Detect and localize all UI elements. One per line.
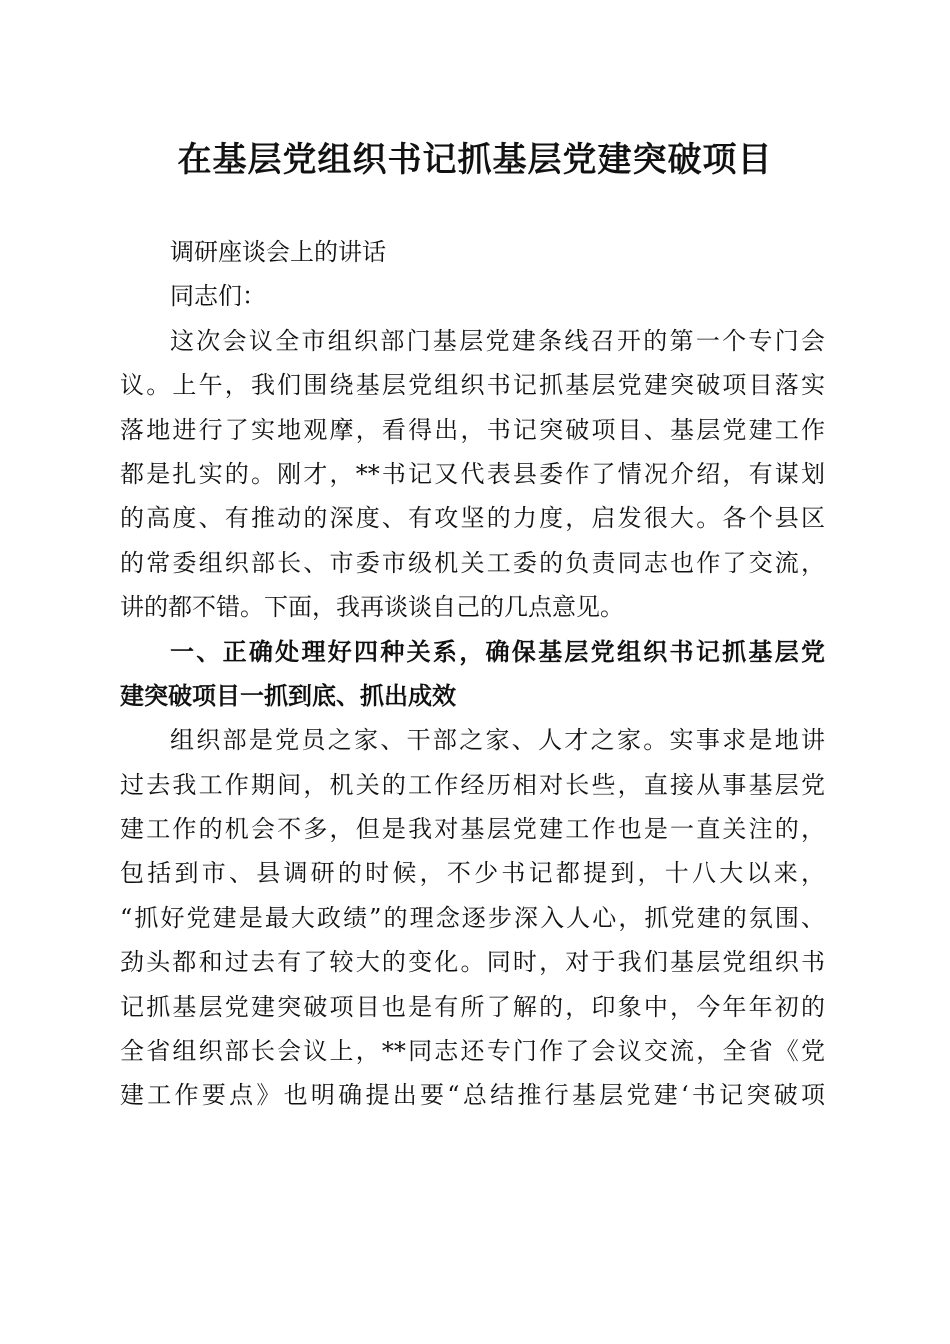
paragraph-line: 过去我工作期间，机关的工作经历相对长些，直接从事基层党 — [120, 770, 825, 799]
paragraph-line: 落地进行了实地观摩，看得出，书记突破项目、基层党建工作 — [120, 415, 825, 444]
paragraph-line: 劲头都和过去有了较大的变化。同时，对于我们基层党组织书 — [120, 948, 825, 977]
paragraph-line: 讲的都不错。下面，我再谈谈自己的几点意见。 — [120, 593, 624, 622]
document-title: 在基层党组织书记抓基层党建突破项目 — [177, 140, 773, 180]
section-heading-line: 建突破项目一抓到底、抓出成效 — [120, 681, 456, 710]
paragraph-line: 全省组织部长会议上，**同志还专门作了会议交流，全省《党 — [120, 1037, 825, 1066]
paragraph-line: 记抓基层党建突破项目也是有所了解的，印象中，今年年初的 — [120, 992, 825, 1021]
paragraph-line: “抓好党建是最大政绩”的理念逐步深入人心，抓党建的氛围、 — [120, 903, 825, 932]
paragraph-line: 组织部是党员之家、干部之家、人才之家。实事求是地讲 — [170, 726, 825, 755]
paragraph-line: 的常委组织部长、市委市级机关工委的负责同志也作了交流， — [120, 548, 825, 577]
section-heading-line: 一、正确处理好四种关系，确保基层党组织书记抓基层党 — [170, 637, 825, 666]
paragraph-line: 包括到市、县调研的时候，不少书记都提到，十八大以来， — [120, 859, 825, 888]
salutation-line: 同志们： — [170, 282, 266, 311]
paragraph-line: 议。上午，我们围绕基层党组织书记抓基层党建突破项目落实 — [120, 371, 825, 400]
paragraph-line: 建工作的机会不多，但是我对基层党建工作也是一直关注的， — [120, 815, 825, 844]
subtitle-line: 调研座谈会上的讲话 — [170, 238, 386, 266]
paragraph-line: 建工作要点》也明确提出要“总结推行基层党建‘书记突破项 — [120, 1081, 825, 1110]
paragraph-line: 这次会议全市组织部门基层党建条线召开的第一个专门会 — [170, 326, 825, 355]
paragraph-line: 的高度、有推动的深度、有攻坚的力度，启发很大。各个县区 — [120, 504, 825, 533]
document-body — [120, 230, 825, 1118]
paragraph-line: 都是扎实的。刚才，**书记又代表县委作了情况介绍，有谋划 — [120, 459, 825, 488]
